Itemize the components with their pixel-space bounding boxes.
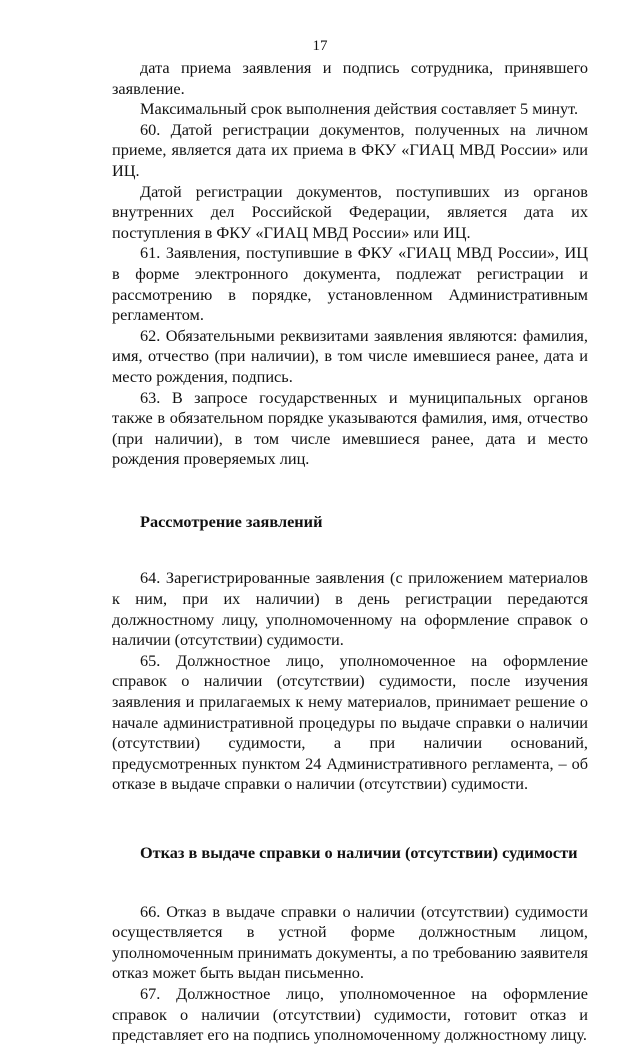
page-number: 17 xyxy=(312,38,328,54)
paragraph-61: 61. Заявления, поступившие в ФКУ «ГИАЦ МВД России», ИЦ в форме электронного документа, подлежат регистрации и рассмотрению в порядке, установленном Административным регламентом. xyxy=(112,243,588,325)
paragraph-67: 67. Должностное лицо, уполномоченное на оформление справок о наличии (отсутствии) судимости, готовит отказ и представляет его на подпись уполномоченному должностному лицу. xyxy=(112,983,588,1045)
paragraph: Датой регистрации документов, поступивших из органов внутренних дел Российской Федерации, является дата их поступления в ФКУ «ГИАЦ МВД России» или ИЦ. xyxy=(112,181,588,242)
paragraph-60: 60. Датой регистрации документов, полученных на личном приеме, является дата их приема в ФКУ «ГИАЦ МВД России» или ИЦ. xyxy=(112,119,588,180)
paragraph-64: 64. Зарегистрированные заявления (с приложением материалов к ним, при их наличии) в день регистрации передаются должностному лицу, уполномоченному на оформление справок о наличии (отсутствии) судимости. xyxy=(112,568,588,650)
document-body xyxy=(112,58,588,1046)
paragraph-66: 66. Отказ в выдаче справки о наличии (отсутствии) судимости осуществляется в устной форме должностным лицом, уполномоченным принимать документы, а по требованию заявителя отказ может быть выдан письменно. xyxy=(112,901,588,983)
section-heading: Рассмотрение заявлений xyxy=(140,511,323,531)
section-heading: Отказ в выдаче справки о наличии (отсутствии) судимости xyxy=(140,843,578,862)
paragraph: Максимальный срок выполнения действия составляет 5 минут. xyxy=(140,99,579,119)
paragraph-62: 62. Обязательными реквизитами заявления являются: фамилия, имя, отчество (при наличии), в том числе имевшиеся ранее, дата и место рождения, подпись. xyxy=(112,325,588,386)
paragraph-65: 65. Должностное лицо, уполномоченное на оформление справок о наличии (отсутствии) судимости, после изучения заявления и прилагаемых к нему материалов, принимает решение о начале административной процедуры по выдаче справки о наличии (отсутствии) судимости, а при наличии оснований, предусмотренных пунктом 24 Административного регламента, – об отказе в выдаче справки о наличии (отсутствии) судимости. xyxy=(112,650,588,794)
paragraph-63: 63. В запросе государственных и муниципальных органов также в обязательном порядке указываются фамилия, имя, отчество (при наличии), в том числе имевшиеся ранее, дата и место рождения проверяемых лиц. xyxy=(112,387,588,469)
paragraph: дата приема заявления и подпись сотрудника, принявшего заявление. xyxy=(112,58,588,98)
